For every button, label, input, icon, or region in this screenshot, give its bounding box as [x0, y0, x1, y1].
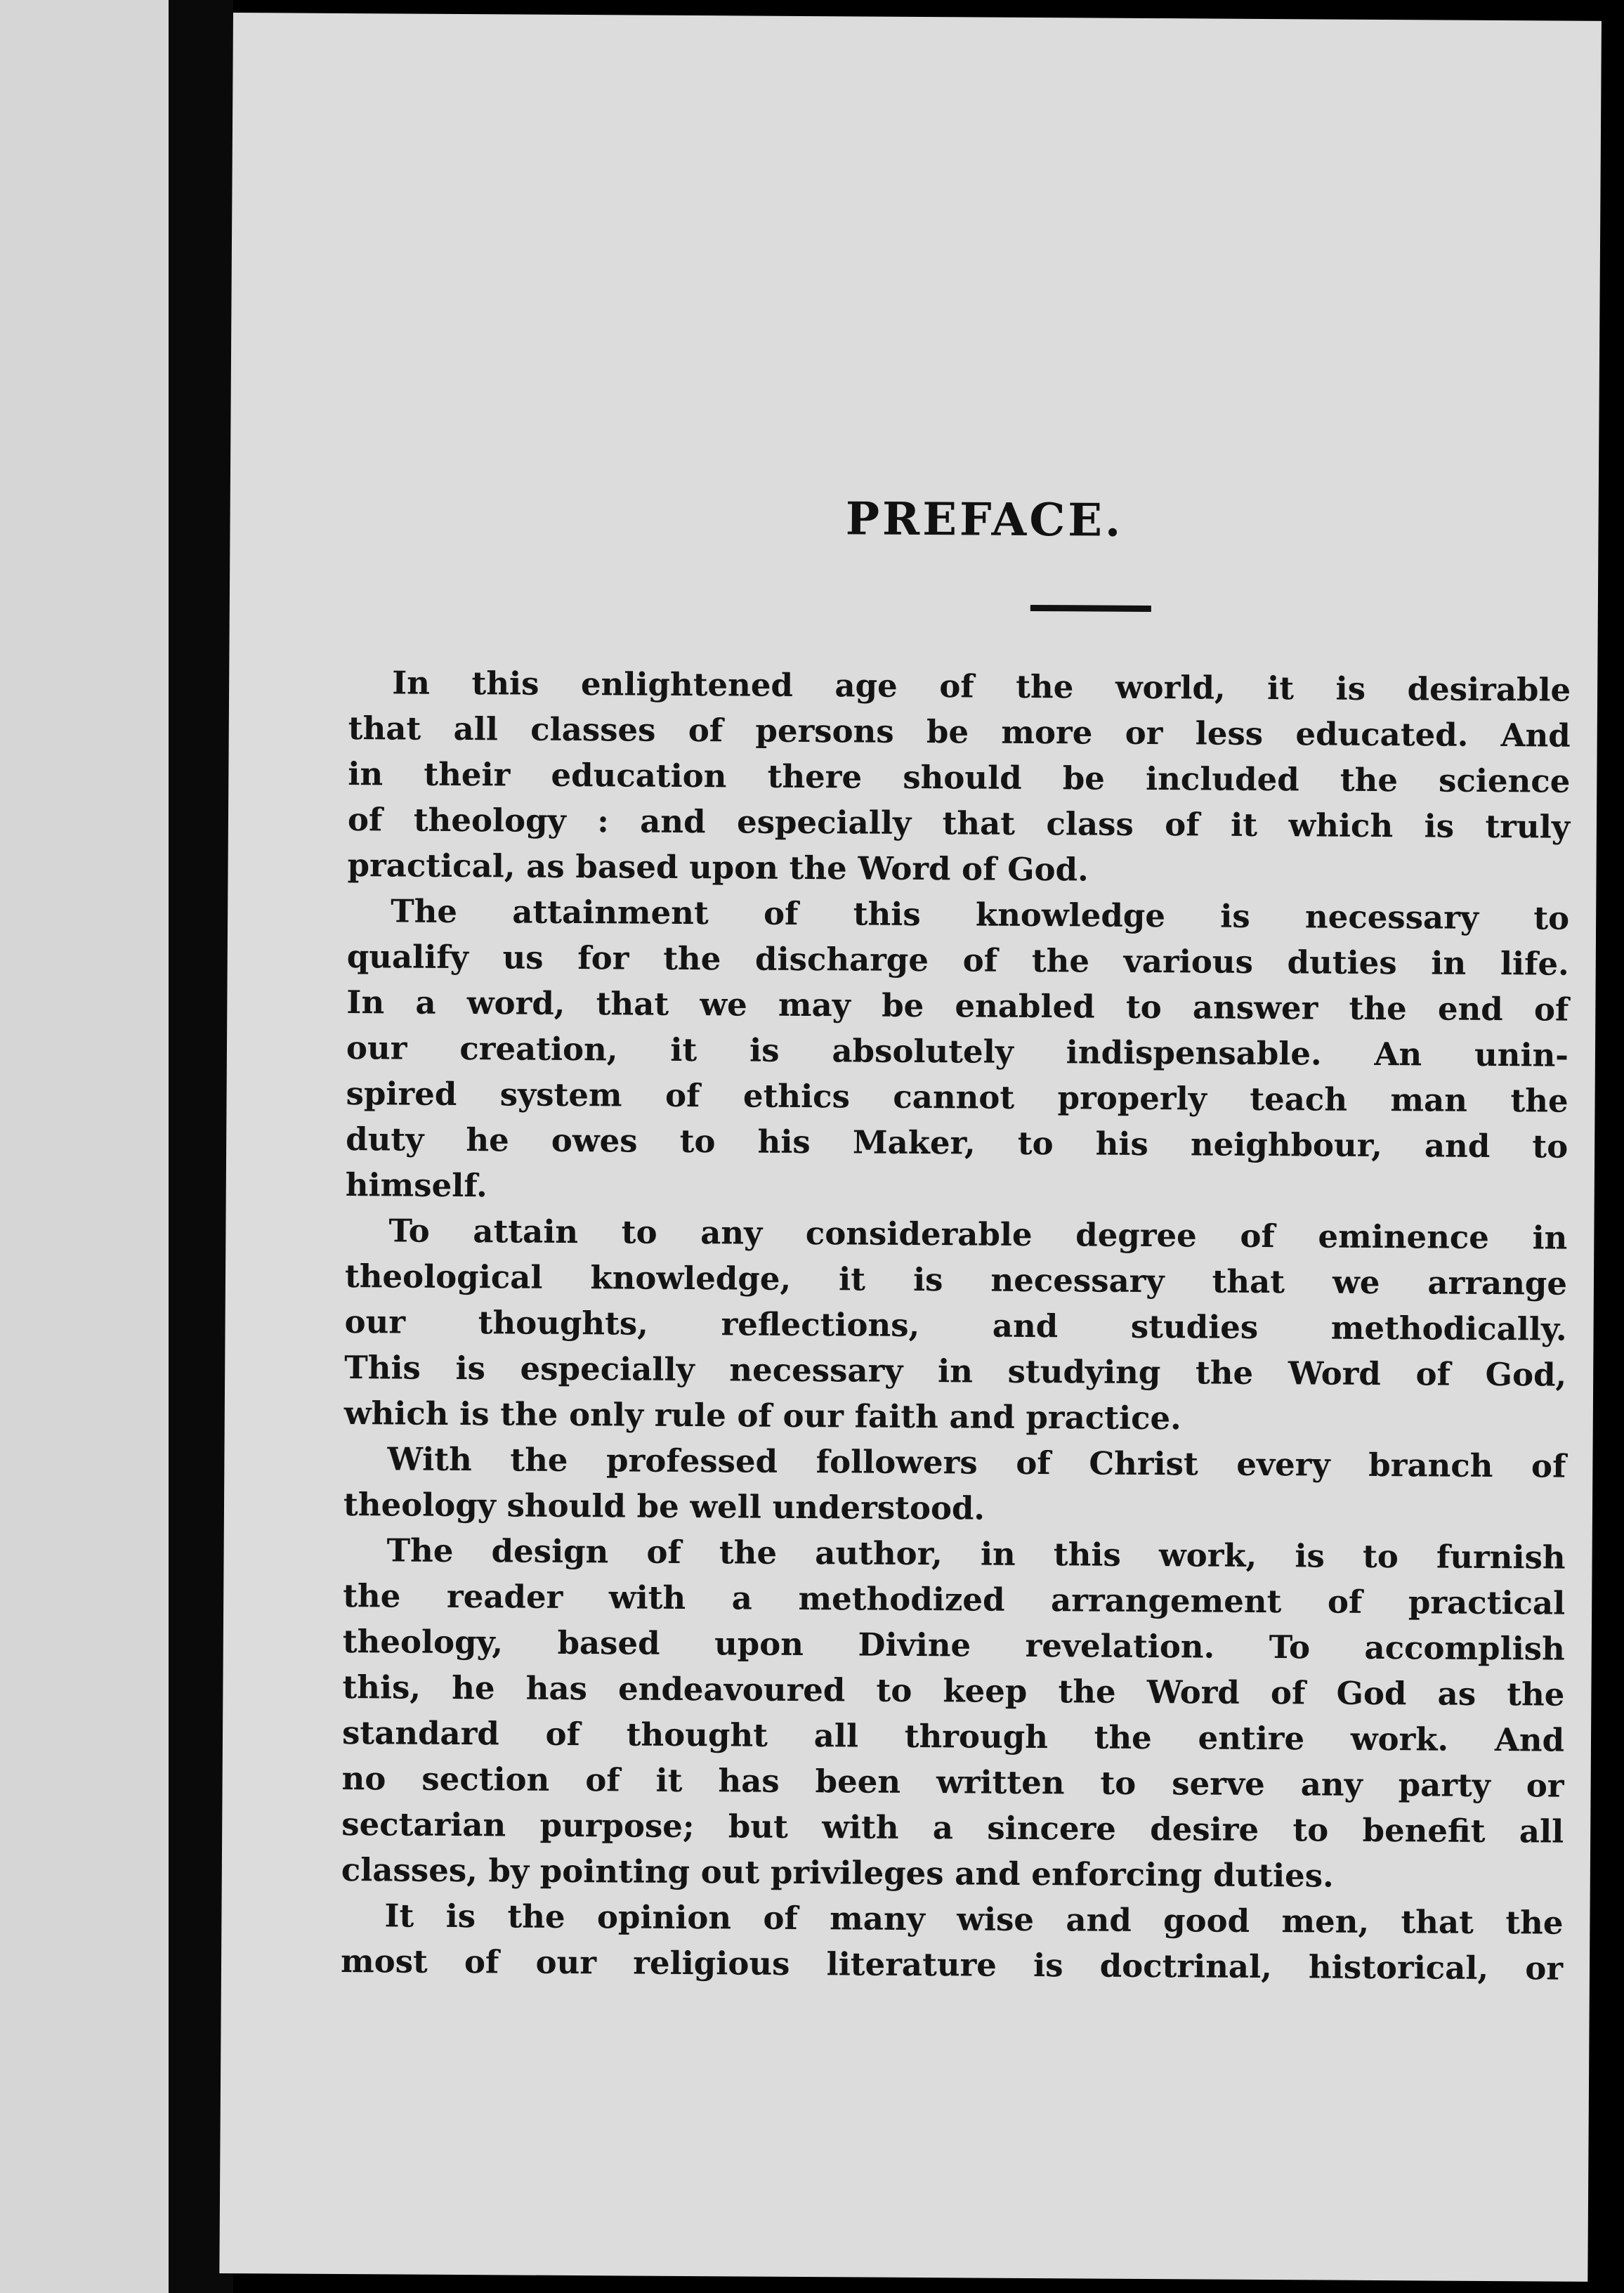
text-line: the reader with a methodized arrangement of practical: [343, 1576, 1566, 1622]
text-line: practical, as based upon the Word of God.: [347, 847, 1089, 889]
paragraph-5: [341, 1527, 1566, 1900]
text-line: this, he has endeavoured to keep the Word of God as the: [342, 1668, 1565, 1713]
text-line: theology, based upon Divine revelation. To accomplish: [342, 1622, 1565, 1668]
text-line: standard of thought all through the entire work. And: [341, 1713, 1565, 1759]
text-line: In a word, that we may be enabled to answer the end of: [346, 984, 1569, 1028]
text-line: To attain to any considerable degree of eminence in: [388, 1212, 1568, 1257]
text-line: our creation, it is absolutely indispensable. An unin-: [346, 1029, 1569, 1074]
text-line: in their education there should be included the science: [348, 755, 1571, 800]
preface-page: [219, 13, 1602, 2282]
text-line: which is the only rule of our faith and practice.: [343, 1394, 1181, 1437]
text-line: theological knowledge, it is necessary that we arrange: [344, 1257, 1568, 1302]
text-line: qualify us for the discharge of the various duties in life.: [346, 938, 1569, 983]
text-line: sectarian purpose; but with a sincere desire to benefit all: [341, 1805, 1564, 1850]
paragraph-6: [341, 1893, 1564, 1992]
text-line: It is the opinion of many wise and good men, that the: [384, 1897, 1564, 1942]
text-line: most of our religious literature is doctrinal, historical, or: [340, 1942, 1564, 1987]
text-line: of theology : and especially that class of it which is truly: [347, 801, 1571, 846]
page-title: PREFACE.: [845, 492, 1124, 547]
left-page-edge: [0, 0, 169, 2293]
text-line: our thoughts, reflections, and studies methodically.: [344, 1303, 1567, 1348]
text-line: no section of it has been written to serve any party or: [341, 1759, 1564, 1805]
text-line: himself.: [345, 1166, 487, 1205]
paragraph-2: [346, 888, 1570, 1215]
preface-body: [341, 660, 1571, 1992]
paragraph-4: [343, 1436, 1566, 1535]
text-line: The attainment of this knowledge is necessary to: [391, 892, 1570, 937]
text-line: duty he owes to his Maker, to his neighbour, and to: [346, 1121, 1569, 1165]
text-line: In this enlightened age of the world, it is desirable: [392, 664, 1571, 709]
text-line: classes, by pointing out privileges and enforcing duties.: [341, 1850, 1334, 1895]
text-line: With the professed followers of Christ every branch of: [387, 1440, 1566, 1485]
text-line: theology should be well understood.: [343, 1485, 985, 1527]
text-line: that all classes of persons be more or less educated. And: [348, 710, 1571, 754]
text-line: The design of the author, in this work, is to furnish: [386, 1531, 1566, 1576]
text-line: spired system of ethics cannot properly teach man the: [346, 1075, 1569, 1120]
paragraph-1: [347, 660, 1571, 896]
title-rule: [1030, 605, 1151, 612]
text-line: This is especially necessary in studying the Word of God,: [344, 1349, 1567, 1394]
paragraph-3: [344, 1208, 1568, 1444]
